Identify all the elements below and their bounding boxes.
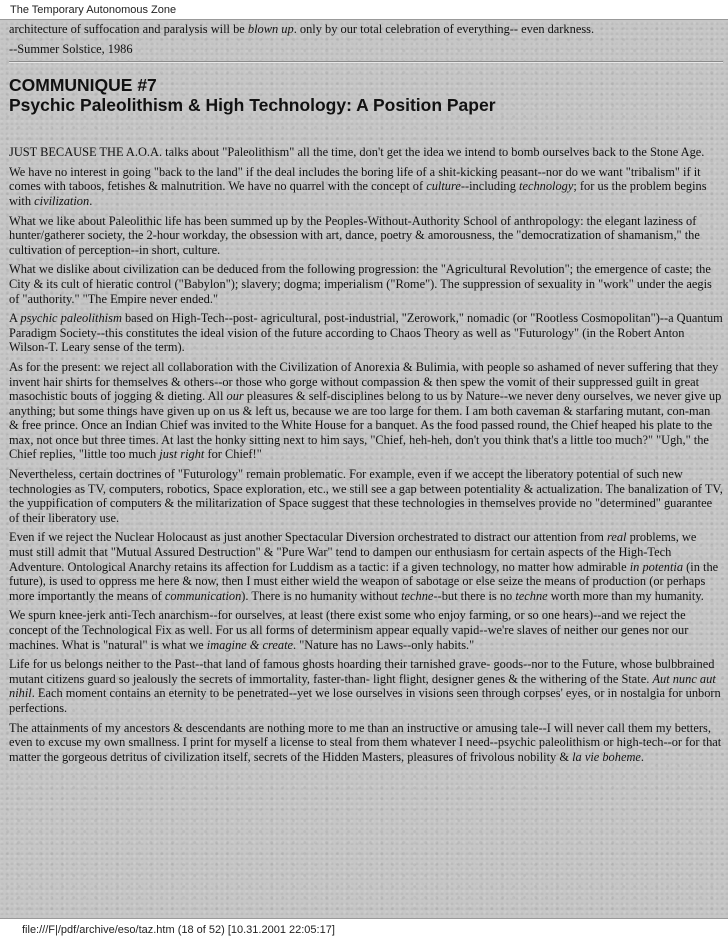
paragraph: A psychic paleolithism based on High-Tech--post- agricultural, post-industrial, "Zerowork," nomadic (or "Rootless Cosmopolitan")--a Quantum Paradigm Society--this constitutes the ideal vision of the future according to Chaos Theory as well as "Futurology" (in the Robert Anton Wilson-T. Leary sense of the term). (9, 311, 723, 355)
browser-header (0, 0, 728, 20)
paragraph: JUST BECAUSE THE A.O.A. talks about "Paleolithism" all the time, don't get the idea we intend to bomb ourselves back to the Stone Age. (9, 145, 705, 160)
communique-title: Psychic Paleolithism & High Technology: A Position Paper (9, 95, 496, 116)
paragraph: Even if we reject the Nuclear Holocaust as just another Spectacular Diversion orchestrated to distract our attention from real problems, we must still admit that "Mutual Assured Destruction" & "Pure War" tend to dampen our enthusiasm for certain aspects of the High-Tech Adventure. Ontological Anarchy retains its affection for Luddism as a tactic: if a given technology, no matter how admirable in potentia (in the future), is used to oppress me here & now, then I must either wield the weapon of sabotage or else seize the means of production (or perhaps more importantly the means of communication). There is no humanity without techne--but there is no techne worth more than my humanity. (9, 530, 719, 603)
heading-spacer (9, 115, 723, 145)
footer-url: file:///F|/pdf/archive/eso/taz.htm (18 of 52) [10.31.2001 22:05:17] (22, 924, 335, 936)
intro-signature: --Summer Solstice, 1986 (9, 41, 133, 56)
paragraph: Life for us belongs neither to the Past--that land of famous ghosts hoarding their tarnished grave- goods--nor to the Future, whose bulbbrained mutant citizens guard so jealously the secrets of immortality, faster-than- light flight, designer genes & the withering of the State. Aut nunc aut nihil. Each moment contains an eternity to be penetrated--yet we lose ourselves in visions seen through corpses' eyes, or in nostalgia for unborn perfections. (9, 657, 721, 715)
horizontal-rule (9, 61, 723, 63)
document-body (9, 22, 723, 769)
header-title: The Temporary Autonomous Zone (10, 4, 177, 16)
paragraph: We spurn knee-jerk anti-Tech anarchism--for ourselves, at least (there exist some who enjoy farming, or so one hears)--and we reject the concept of the Technological Fix as well. For us all forms of determinism appear equally vapid--we're slaves of neither our genes nor our machines. What is "natural" is what we imagine & create. "Nature has no Laws--only habits." (9, 608, 689, 652)
paragraph: What we dislike about civilization can be deduced from the following progression: the "Agricultural Revolution"; the emergence of caste; the City & its cult of hieratic control ("Babylon"); slavery; dogma; imperialism ("Rome"). The suppression of sexuality in "work" under the aegis of "authority." "The Empire never ended." (9, 262, 712, 306)
paragraph: As for the present: we reject all collaboration with the Civilization of Anorexia & Bulimia, with people so ashamed of never suffering that they invent hair shirts for themselves & others--or those who gorge without compassion & then spew the vomit of their suppressed guilt in great masochistic bouts of jogging & dieting. All our pleasures & self-disciplines belong to us by Nature--we never deny ourselves, we never give up anything; but some things have given up on us & left us, because we are too large for them. I am both caveman & starfaring mutant, con-man & free prince. Once an Indian Chief was invited to the White House for a banquet. As the food passed round, the Chief heaped his plate to the max, not once but three times. At last the honky sitting next to him says, "Chief, heh-heh, don't you think that's a little too much?" "Ugh," the Chief replies, "little too much just right for Chief!" (9, 359, 722, 462)
paragraph: The attainments of my ancestors & descendants are nothing more to me than an instructive or amusing tale--I will never call them my betters, even to excuse my own smallness. I print for myself a license to steal from them whatever I need--psychic paleolithism or high-tech--or for that matter the gorgeous detritus of civilization itself, secrets of the Hidden Masters, pleasures of frivolous nobility & la vie boheme. (9, 720, 722, 764)
paragraph: Nevertheless, certain doctrines of "Futurology" remain problematic. For example, even if we accept the liberatory potential of such new technologies as TV, computers, robotics, Space exploration, etc., we still see a gap between potentiality & actualization. The banalization of TV, the yuppification of computers & the militarization of Space suggest that these technologies in themselves provide no "determined" guarantee of their liberatory use. (9, 467, 723, 525)
intro-line: architecture of suffocation and paralysis will be blown up. only by our total celebration of everything-- even darkness. (9, 22, 595, 36)
communique-number: COMMUNIQUE #7 (9, 75, 157, 96)
paragraph: We have no interest in going "back to the land" if the deal includes the boring life of a shit-kicking peasant--nor do we want "tribalism" if it comes with taboos, fetishes & malnutrition. We have no quarrel with the concept of culture--including technology; for us the problem begins with civilization. (9, 164, 707, 208)
paragraph: What we like about Paleolithic life has been summed up by the Peoples-Without-Authority School of anthropology: the elegant laziness of hunter/gatherer society, the 2-hour workday, the obsession with art, dance, poetry & amorousness, the "democratization of shamanism," the cultivation of perception--in short, culture. (9, 213, 700, 257)
paragraph-list (9, 145, 723, 764)
communique-heading (9, 75, 723, 115)
browser-footer (0, 918, 728, 942)
